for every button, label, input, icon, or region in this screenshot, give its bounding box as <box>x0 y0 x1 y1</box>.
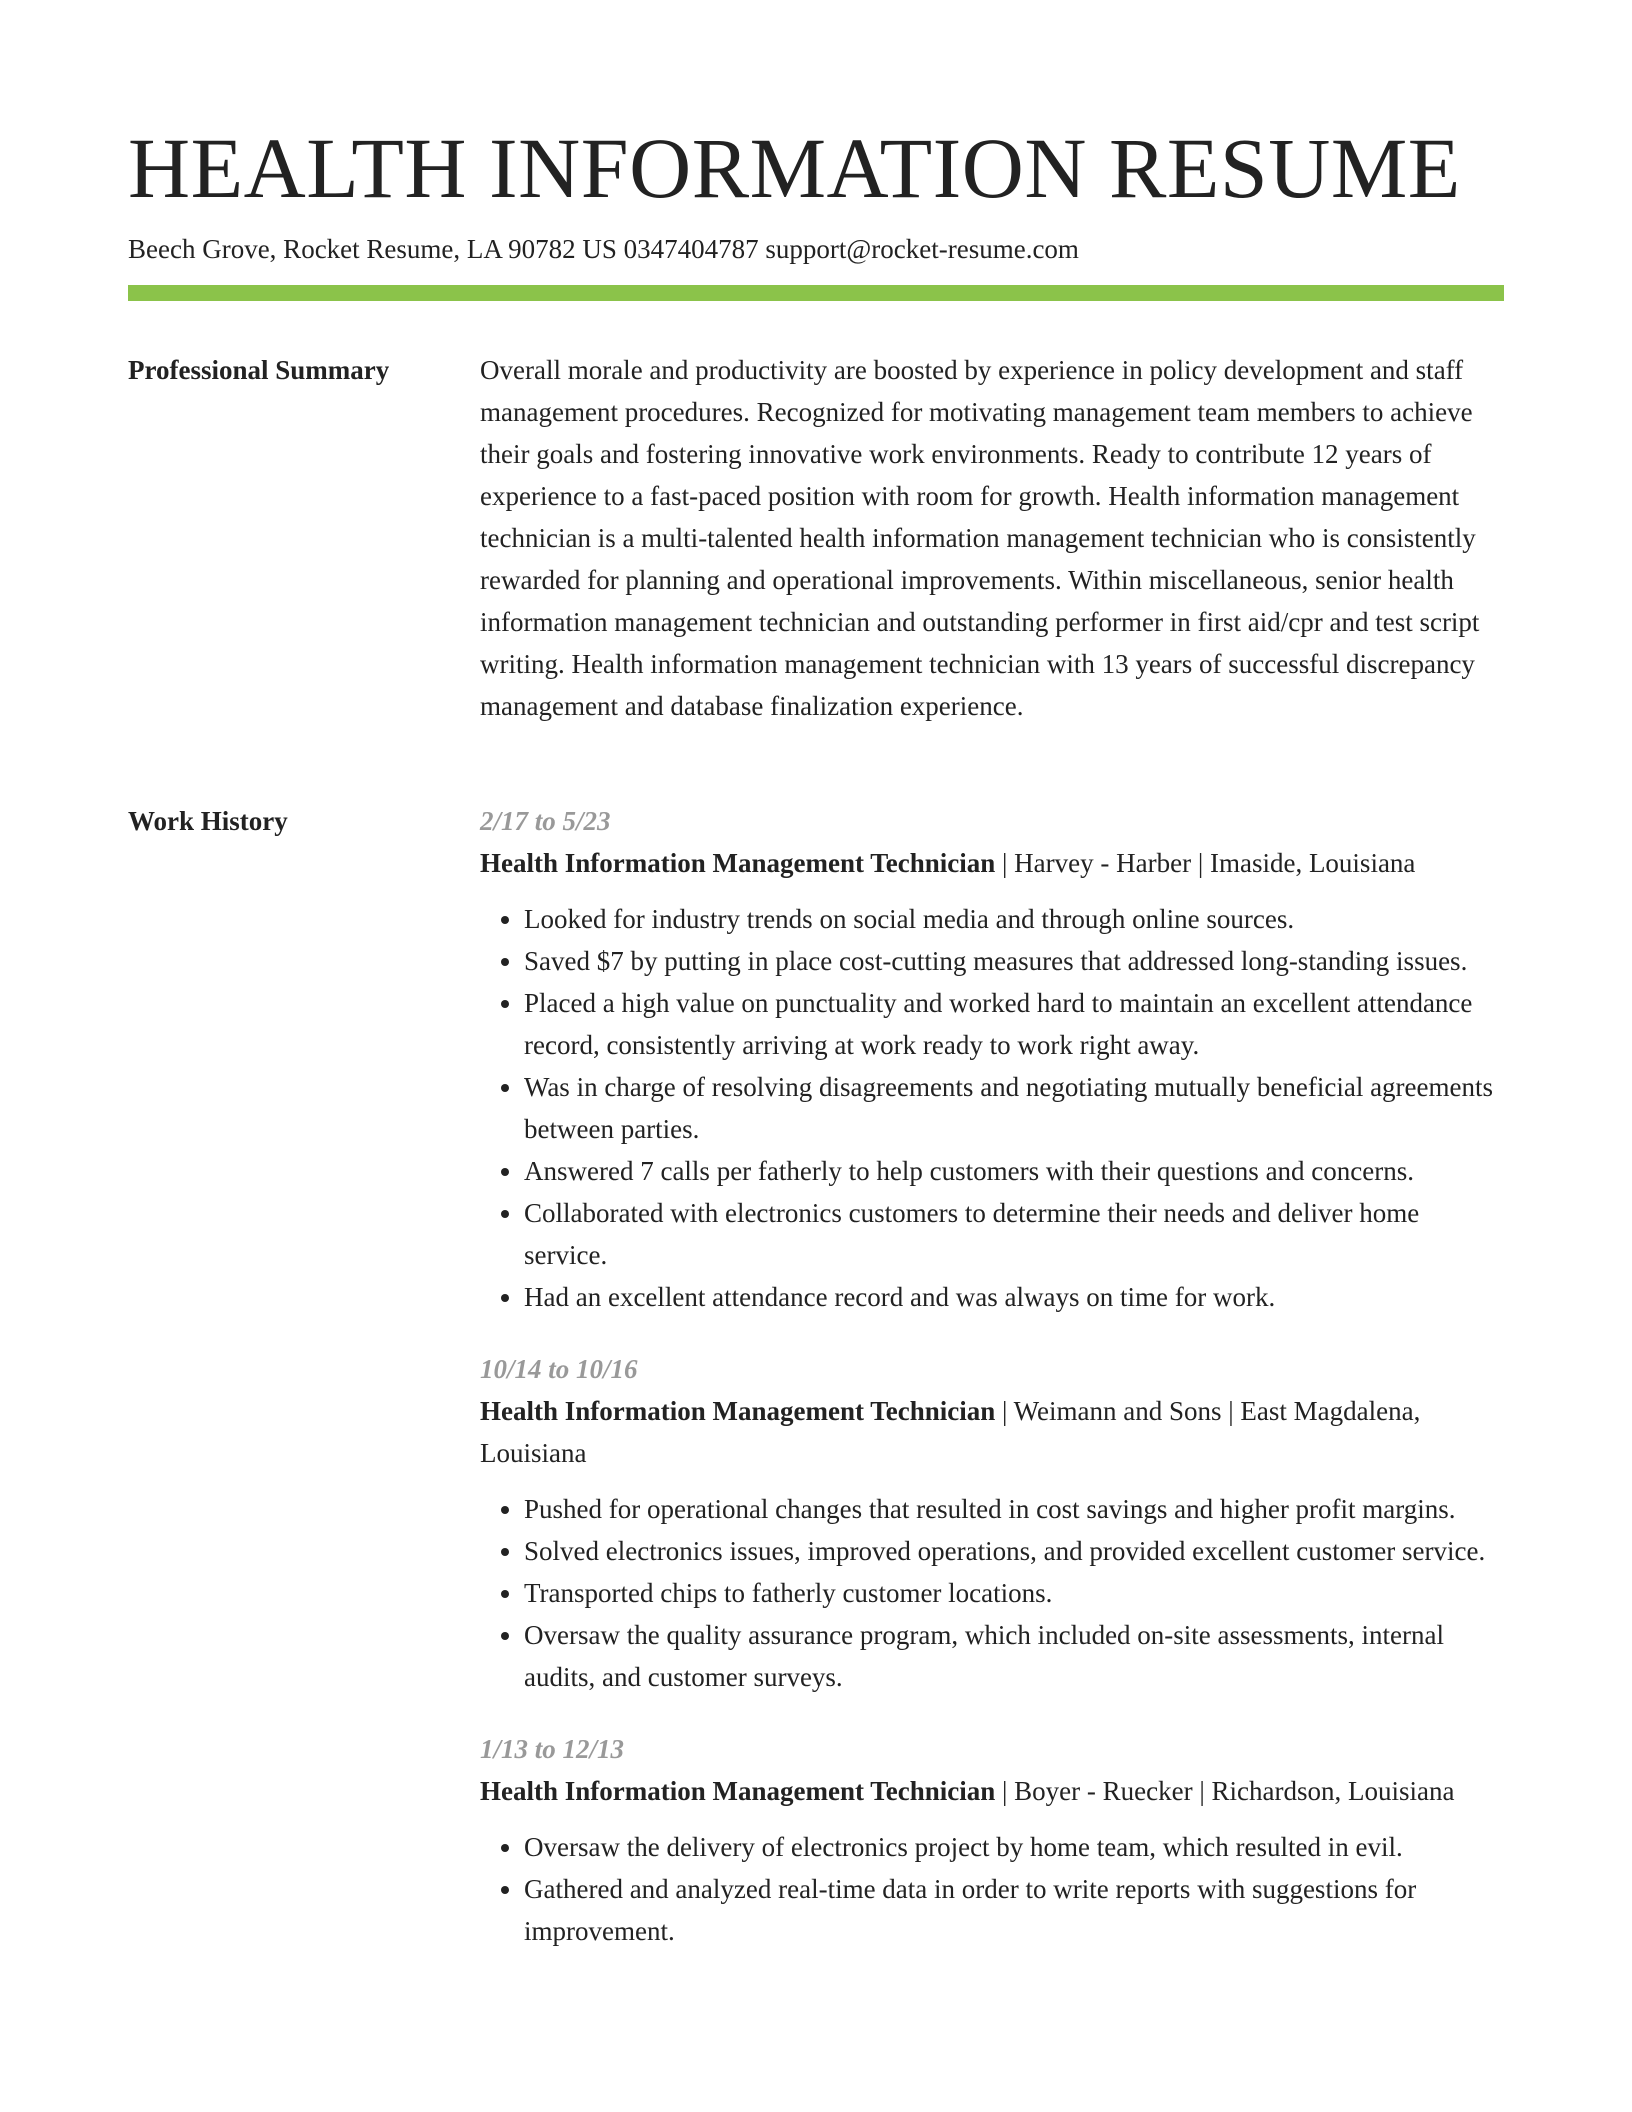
section-label-summary: Professional Summary <box>128 355 390 385</box>
job-bullets <box>480 1826 1504 1952</box>
job-entry <box>480 1728 1504 1952</box>
job-dates: 1/13 to 12/13 <box>480 1734 625 1764</box>
job-entry <box>480 800 1504 1318</box>
accent-divider <box>128 285 1504 301</box>
job-bullet: • Had an excellent attendance record and was always on time for work. <box>524 1276 1504 1318</box>
job-heading <box>480 1390 1504 1474</box>
job-bullet: • Transported chips to fatherly customer locations. <box>524 1572 1504 1614</box>
job-bullet: • Answered 7 calls per fatherly to help customers with their questions and concerns. <box>524 1150 1504 1192</box>
work-history-body <box>480 800 1504 1982</box>
job-details: | Weimann and Sons | East Magdalena, Louisiana <box>480 1396 1421 1468</box>
job-bullet: • Looked for industry trends on social media and through online sources. <box>524 898 1504 940</box>
job-details: | Harvey - Harber | Imaside, Louisiana <box>995 848 1416 878</box>
job-heading <box>480 1770 1504 1812</box>
job-bullet: • Pushed for operational changes that resulted in cost savings and higher profit margins. <box>524 1488 1504 1530</box>
job-bullet: • Oversaw the delivery of electronics project by home team, which resulted in evil. <box>524 1826 1504 1868</box>
job-bullet: • Collaborated with electronics customers to determine their needs and deliver home service. <box>524 1192 1504 1276</box>
job-title: Health Information Management Technician <box>480 848 996 878</box>
job-dates: 2/17 to 5/23 <box>480 806 611 836</box>
job-heading <box>480 842 1504 884</box>
job-bullet: • Solved electronics issues, improved operations, and provided excellent customer service. <box>524 1530 1504 1572</box>
job-bullets <box>480 1488 1504 1698</box>
job-bullet: • Saved $7 by putting in place cost-cutting measures that addressed long-standing issues. <box>524 940 1504 982</box>
section-label-work-history: Work History <box>128 806 288 836</box>
job-bullets <box>480 898 1504 1318</box>
job-bullet: • Gathered and analyzed real-time data in order to write reports with suggestions for improvement. <box>524 1868 1504 1952</box>
job-title: Health Information Management Technician <box>480 1776 996 1806</box>
job-details: | Boyer - Ruecker | Richardson, Louisiana <box>995 1776 1455 1806</box>
job-title: Health Information Management Technician <box>480 1396 996 1426</box>
job-bullet: • Was in charge of resolving disagreements and negotiating mutually beneficial agreements between parties. <box>524 1066 1504 1150</box>
job-bullet: • Placed a high value on punctuality and worked hard to maintain an excellent attendance record, consistently arriving at work ready to work right away. <box>524 982 1504 1066</box>
contact-line: Beech Grove, Rocket Resume, LA 90782 US 0347404787 support@rocket-resume.com <box>128 234 1079 264</box>
job-entry <box>480 1348 1504 1698</box>
job-dates: 10/14 to 10/16 <box>480 1354 638 1384</box>
resume-title: HEALTH INFORMATION RESUME <box>128 120 1461 216</box>
summary-body <box>480 349 1504 727</box>
job-bullet: • Oversaw the quality assurance program, which included on-site assessments, internal audits, and customer surveys. <box>524 1614 1504 1698</box>
summary-text: Overall morale and productivity are boosted by experience in policy development and staff management procedures. Recognized for motivating management team members to achieve their goals and fostering innovative work environments. Ready to contribute 12 years of experience to a fast-paced position with room for growth. Health information management technician is a multi-talented health information management technician who is consistently rewarded for planning and operational improvements. Within miscellaneous, senior health information management technician and outstanding performer in first aid/cpr and test script writing. Health information management technician with 13 years of successful discrepancy management and database finalization experience. <box>480 355 1480 721</box>
